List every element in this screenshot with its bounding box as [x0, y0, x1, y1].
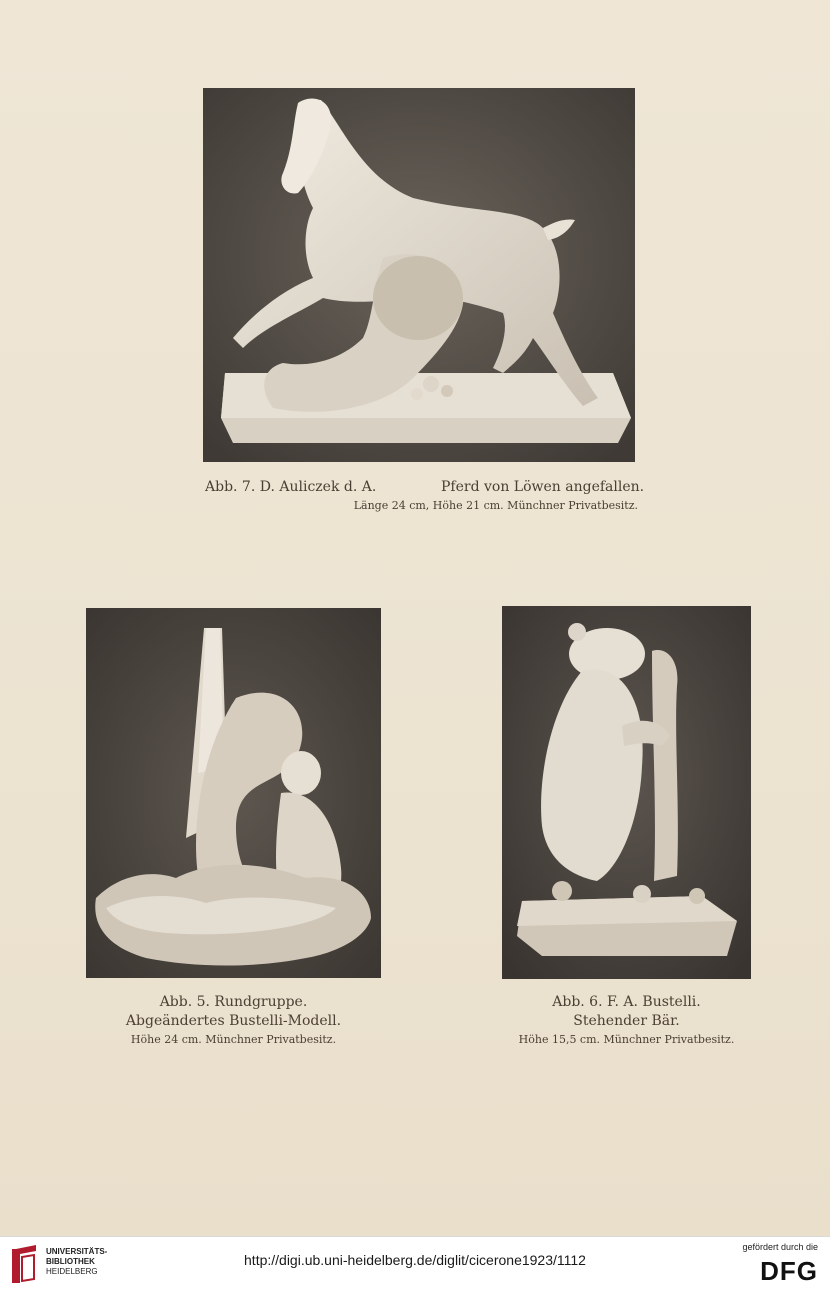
- library-name-line-3: HEIDELBERG: [46, 1267, 98, 1276]
- figure-5-line-2: Abgeändertes Bustelli-Modell.: [125, 1013, 342, 1029]
- library-name-line-1: UNIVERSITÄTS-: [46, 1247, 108, 1256]
- figure-7-caption-left: Abb. 7. D. Auliczek d. A.: [205, 479, 377, 495]
- figure-7-details: Länge 24 cm, Höhe 21 cm. Münchner Privatbesitz.: [353, 499, 638, 512]
- figure-6-line-2: Stehender Bär.: [573, 1013, 680, 1029]
- funding-label: gefördert durch die: [742, 1242, 818, 1252]
- figure-rundgruppe-photo: [86, 608, 381, 978]
- figure-5-line-1: Abb. 5. Rundgruppe.: [159, 994, 308, 1010]
- permalink-url[interactable]: http://digi.ub.uni-heidelberg.de/diglit/cicerone1923/1112: [244, 1252, 586, 1268]
- horse-lion-illustration: [203, 88, 635, 462]
- rundgruppe-illustration: [86, 608, 381, 978]
- figure-5-details: Höhe 24 cm. Münchner Privatbesitz.: [130, 1033, 337, 1046]
- bear-illustration: [502, 606, 751, 979]
- figure-horse-lion-photo: [203, 88, 635, 462]
- library-name-line-2: BIBLIOTHEK: [46, 1257, 95, 1266]
- figure-bear-photo: [502, 606, 751, 979]
- figure-6-details: Höhe 15,5 cm. Münchner Privatbesitz.: [518, 1033, 735, 1046]
- dfg-logo: DFG: [760, 1256, 818, 1286]
- figure-7-caption-right: Pferd von Löwen angefallen.: [441, 479, 645, 495]
- figure-6-line-1: Abb. 6. F. A. Bustelli.: [552, 994, 701, 1010]
